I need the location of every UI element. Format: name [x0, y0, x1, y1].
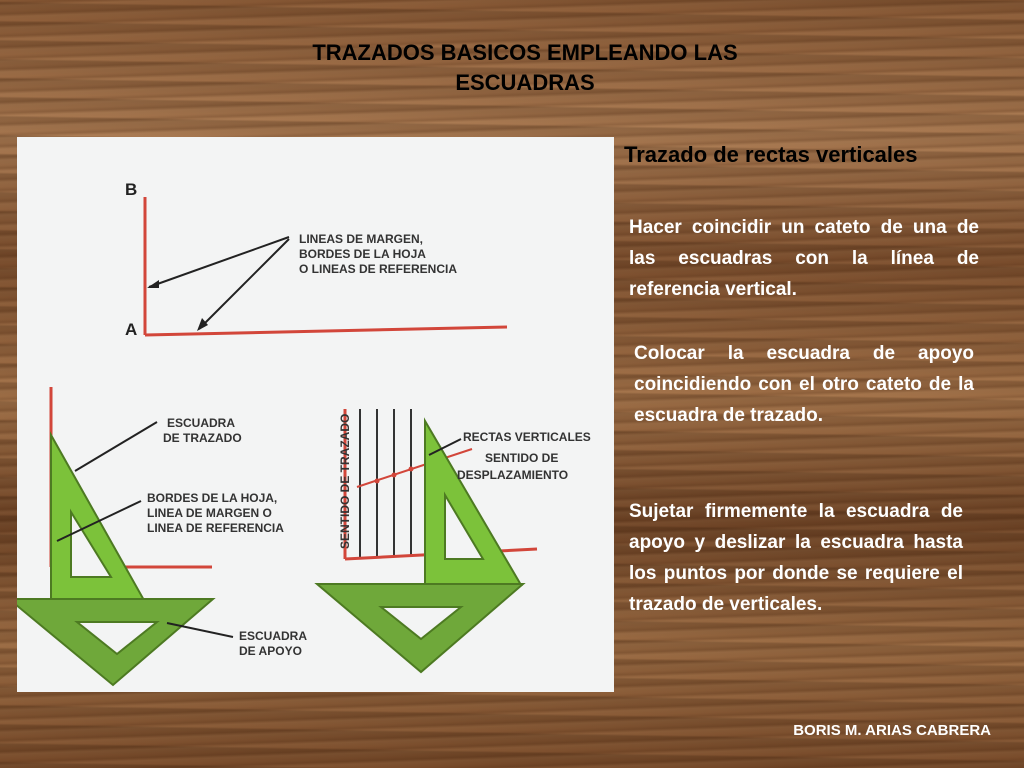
- trace-point: [392, 473, 397, 478]
- author-credit: BORIS M. ARIAS CABRERA: [793, 722, 991, 739]
- set-square-diagram: [17, 137, 614, 692]
- support-square-label: ESCUADRA DE APOYO: [239, 629, 307, 658]
- arrowhead-icon: [197, 318, 208, 331]
- point-a-label: A: [125, 320, 138, 339]
- instruction-paragraph-2: Colocar la escuadra de apoyo coincidiendo con el otro cateto de la escuadra de trazado.: [634, 343, 974, 426]
- point-b-label: B: [125, 180, 138, 199]
- instruction-paragraph-3: Sujetar firmemente la escuadra de apoyo y deslizar la escuadra hasta los puntos por donde se requiere el trazado de verticales.: [629, 501, 963, 615]
- vertical-lines-label: RECTAS VERTICALES: [463, 430, 591, 444]
- arrow-to-vertical-line: [149, 237, 289, 287]
- sheet-border-label: BORDES DE LA HOJA, LINEA DE MARGEN O LINEA DE REFERENCIA: [147, 491, 284, 535]
- illustration-panel: [17, 137, 614, 692]
- arrow-to-drawing-square: [75, 422, 157, 471]
- margin-lines-label: LINEAS DE MARGEN, BORDES DE LA HOJA O LINEAS DE REFERENCIA: [299, 232, 458, 276]
- slide-title-line2: ESCUADRAS: [455, 70, 595, 95]
- displacement-direction-label: SENTIDO DE DESPLAZAMIENTO: [457, 451, 569, 482]
- right-drawing-set-square: [425, 421, 521, 585]
- slide-title: [230, 38, 820, 98]
- drawing-square-label: ESCUADRA DE TRAZADO: [163, 416, 242, 445]
- trace-point: [375, 479, 380, 484]
- slide-title-line1: TRAZADOS BASICOS EMPLEANDO LAS: [312, 40, 738, 65]
- drawing-direction-label: SENTIDO DE TRAZADO: [338, 413, 352, 549]
- section-heading: Trazado de rectas verticales: [624, 142, 918, 167]
- arrowhead-icon: [147, 280, 159, 288]
- instruction-paragraph-1: Hacer coincidir un cateto de una de las escuadras con la línea de referencia vertical.: [629, 217, 979, 300]
- trace-point: [409, 467, 414, 472]
